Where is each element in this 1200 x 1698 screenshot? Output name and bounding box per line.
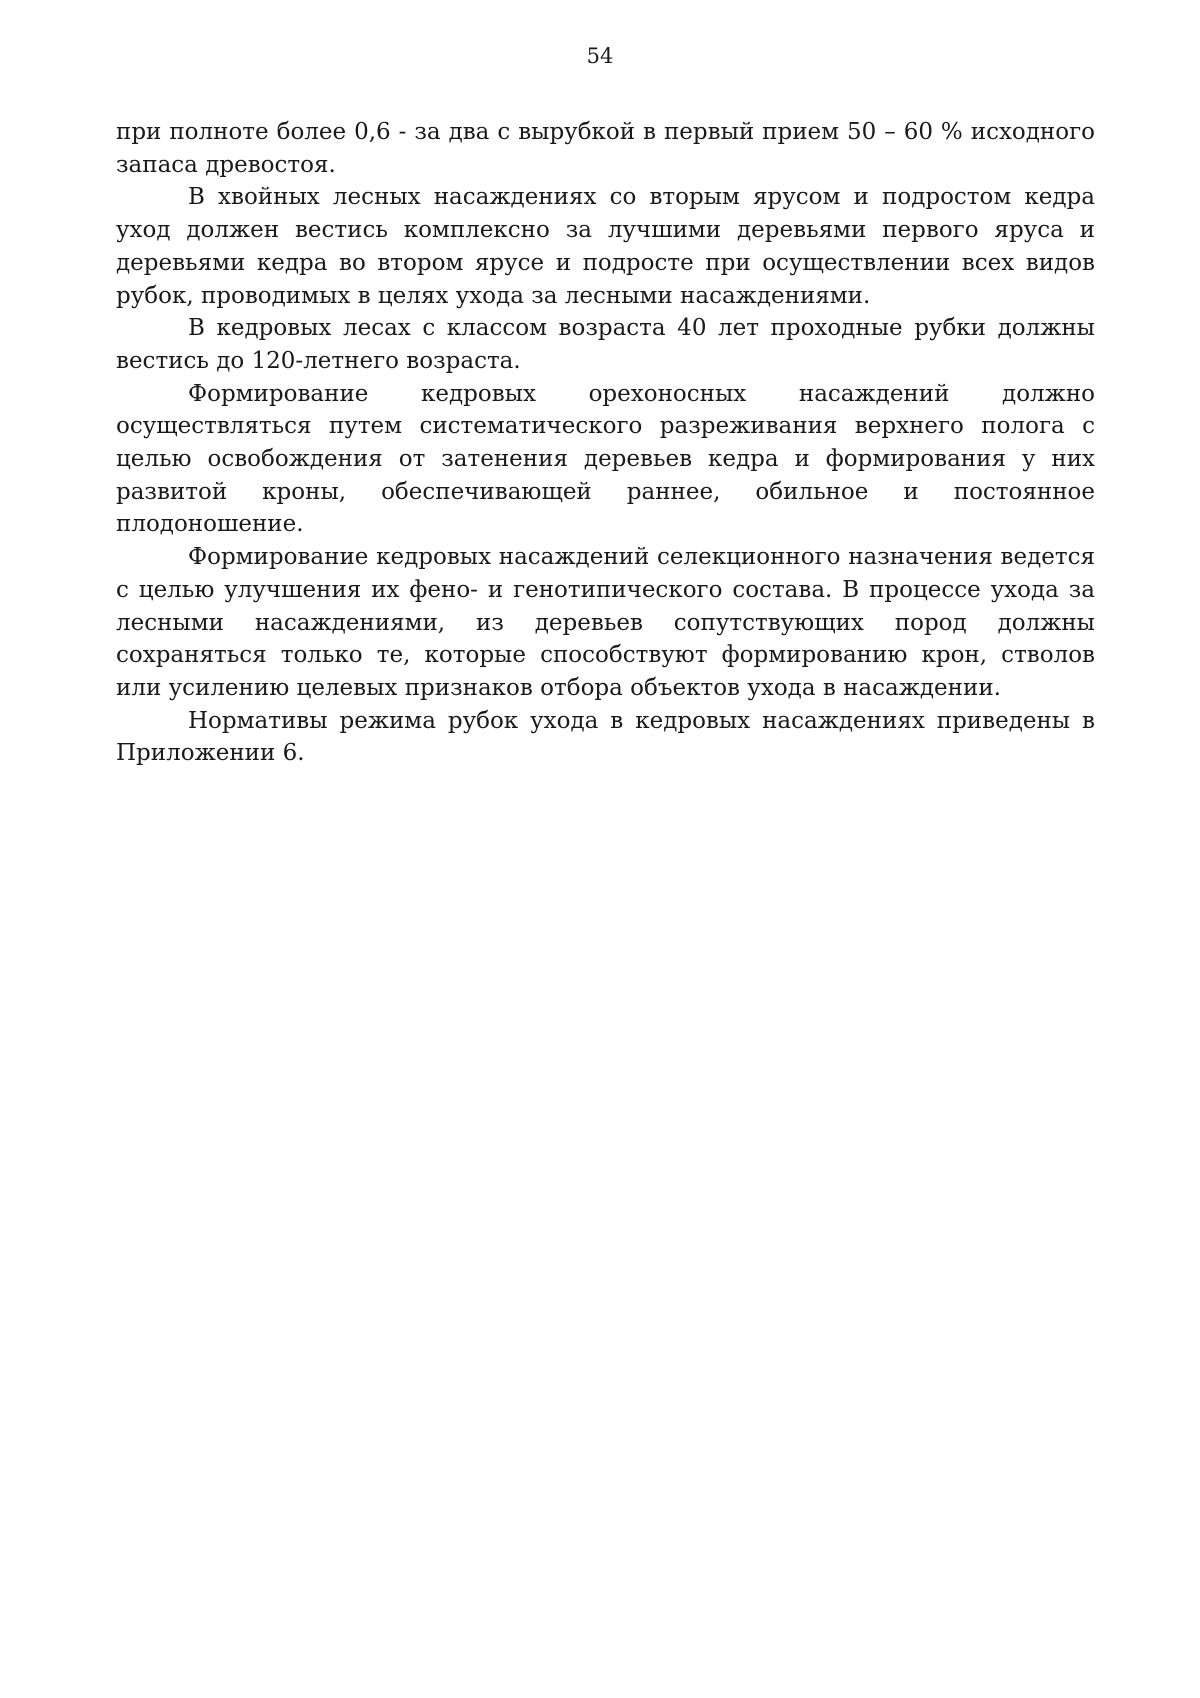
paragraph: Формирование кедровых орехоносных насаждений должно осуществляться путем систематического разреживания верхнего полога с целью освобождения от затенения деревьев кедра и формирования у них развитой кроны, обеспечивающей раннее, обильное и постоянное плодоношение. — [116, 380, 1095, 538]
paragraph: В хвойных лесных насаждениях со вторым ярусом и подростом кедра уход должен вестись комплексно за лучшими деревьями первого яруса и деревьями кедра во втором ярусе и подросте при осуществлении всех видов рубок, проводимых в целях ухода за лесными насаждениями. — [116, 184, 1095, 309]
paragraph: В кедровых лесах с классом возраста 40 лет проходные рубки должны вестись до 120-летнего возраста. — [116, 315, 1095, 374]
paragraph: Нормативы режима рубок ухода в кедровых насаждениях приведены в Приложении 6. — [116, 707, 1095, 767]
paragraph: Формирование кедровых насаждений селекционного назначения ведется с целью улучшения их фено- и генотипического состава. В процессе ухода за лесными насаждениями, из деревьев сопутствующих пород должны сохраняться только те, которые способствуют формированию крон, стволов или усилению целевых признаков отбора объектов ухода в насаждении. — [116, 544, 1095, 701]
document-body — [116, 116, 1095, 770]
page-number: 54 — [586, 44, 614, 68]
paragraph-continuation: при полноте более 0,6 - за два с вырубкой в первый прием 50 – 60 % исходного запаса древостоя. — [116, 119, 1095, 178]
